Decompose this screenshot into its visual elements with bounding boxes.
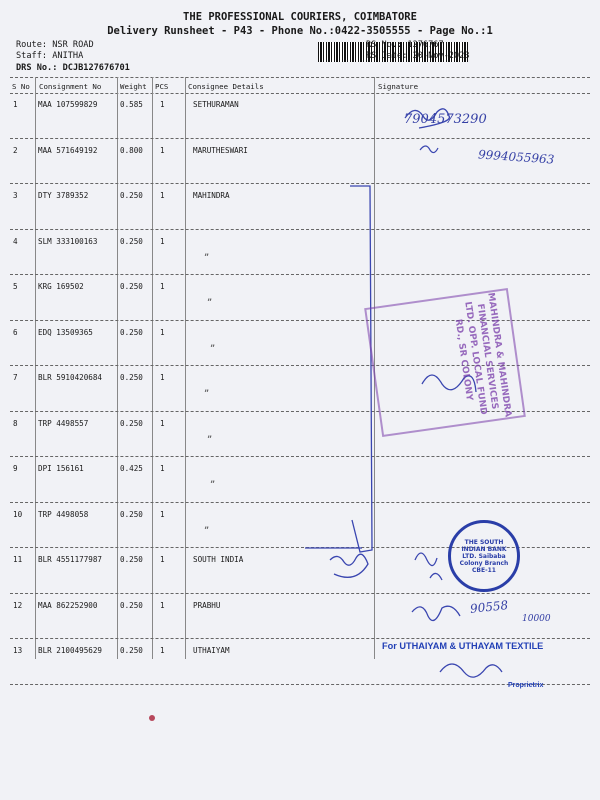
cell-pcs: 1	[160, 100, 165, 109]
cell-weight: 0.250	[120, 418, 143, 428]
cell-weight: 0.425	[120, 464, 143, 473]
rs-no-value: 1276767	[407, 40, 444, 50]
ditto-mark: ”	[204, 389, 210, 400]
signature-11b-mark	[415, 553, 442, 580]
cell-sno: 13	[13, 646, 23, 655]
ditto-mark: ”	[210, 480, 216, 491]
cell-sno: 3	[13, 191, 18, 200]
cell-consignment: TRP 4498058	[38, 509, 89, 519]
cell-pcs: 1	[160, 600, 165, 610]
cell-pcs: 1	[160, 646, 165, 655]
firm-stamp: For UTHAIYAM & UTHAYAM TEXTILE	[382, 641, 544, 651]
rs-no-label: RS No.:	[366, 40, 403, 50]
cell-sno: 9	[13, 464, 18, 473]
col-header-sno: S No	[12, 82, 30, 91]
col-header-signature: Signature	[378, 82, 419, 91]
cell-consignment: BLR 2100495629	[38, 646, 103, 655]
ditto-mark: ”	[210, 343, 216, 355]
signature-11-mark	[330, 554, 368, 577]
cell-sno: 2	[13, 145, 18, 155]
cell-sno: 10	[13, 509, 23, 519]
route-value: NSR ROAD	[52, 40, 94, 50]
col-header-consignment: Consignment No	[39, 82, 102, 91]
ditto-long-line	[350, 186, 372, 552]
staff-label: Staff:	[16, 51, 48, 61]
cell-sno: 6	[13, 327, 18, 337]
company-title: THE PROFESSIONAL COURIERS, COIMBATORE	[183, 11, 417, 23]
handwritten-number-3: 90558	[469, 598, 509, 616]
col-header-consignee: Consignee Details	[188, 82, 264, 91]
cell-sno: 5	[13, 282, 18, 291]
ditto-mark: ”	[207, 434, 213, 446]
cell-consignee: MARUTHESWARI	[193, 145, 248, 155]
cell-consignment: KRG 169502	[38, 282, 84, 291]
cell-consignee: MAHINDRA	[193, 191, 230, 200]
drs-value: DCJB127676701	[62, 63, 130, 73]
cell-weight: 0.250	[120, 373, 143, 382]
cell-pcs: 1	[160, 418, 165, 428]
route-label: Route:	[16, 40, 48, 50]
cell-consignee: PRABHU	[193, 600, 221, 610]
ditto-mark: ”	[207, 298, 213, 309]
cell-sno: 8	[13, 418, 18, 428]
cell-weight: 0.250	[120, 600, 143, 610]
signature-12-mark	[412, 606, 460, 620]
cell-sno: 11	[13, 555, 23, 564]
handwritten-phone-1: 7904573290	[404, 112, 487, 127]
cell-weight: 0.250	[120, 646, 143, 655]
ditto-mark: ”	[204, 252, 210, 264]
runsheet-subtitle: Delivery Runsheet - P43 - Phone No.:0422-3505555 - Page No.:1	[107, 25, 493, 37]
cell-sno: 12	[13, 600, 23, 610]
cell-consignment: DTY 3789352	[38, 191, 89, 200]
staff-value: ANITHA	[52, 51, 84, 61]
cell-weight: 0.250	[120, 191, 143, 200]
cell-consignment: SLM 333100163	[38, 236, 98, 246]
signature-2-mark	[420, 146, 438, 153]
handwritten-phone-2: 9994055963	[477, 147, 555, 167]
cell-consignment: MAA 571649192	[38, 145, 98, 155]
rs-date-label: RS Date:	[366, 51, 408, 61]
cell-weight: 0.250	[120, 509, 143, 519]
drs-label: DRS No.:	[16, 63, 58, 73]
cell-pcs: 1	[160, 236, 165, 246]
cell-pcs: 1	[160, 555, 165, 564]
mahindra-stamp: MAHINDRA & MAHINDRA FINANCIAL SERVICES LTD. OPP. LOCAL FUND RD., SR COLONY	[364, 288, 526, 437]
cell-pcs: 1	[160, 327, 165, 337]
cell-sno: 7	[13, 373, 18, 382]
cell-consignment: MAA 107599829	[38, 100, 98, 109]
signature-13-mark	[440, 664, 502, 677]
cell-consignment: MAA 862252900	[38, 600, 98, 610]
cell-sno: 1	[13, 100, 18, 109]
cell-consignee: SOUTH INDIA	[193, 555, 244, 564]
col-header-weight: Weight	[120, 82, 147, 91]
cell-pcs: 1	[160, 464, 165, 473]
cell-consignment: EDQ 13509365	[38, 327, 93, 337]
ditto-mark: ”	[204, 525, 210, 537]
handwritten-number-4: 10000	[522, 614, 551, 624]
cell-weight: 0.250	[120, 282, 143, 291]
cell-weight: 0.250	[120, 327, 143, 337]
cell-sno: 4	[13, 236, 18, 246]
cell-weight: 0.800	[120, 145, 143, 155]
cell-pcs: 1	[160, 145, 165, 155]
cell-pcs: 1	[160, 282, 165, 291]
cell-consignment: TRP 4498557	[38, 418, 89, 428]
cell-pcs: 1	[160, 191, 165, 200]
cell-consignment: BLR 5910420684	[38, 373, 103, 382]
bank-seal: THE SOUTH INDIAN BANK LTD. Saibaba Colony Branch CBE-11	[448, 520, 520, 592]
proprietrix-label: Proprietrix	[508, 682, 544, 689]
cell-weight: 0.250	[120, 236, 143, 246]
cell-consignee: SETHURAMAN	[193, 100, 239, 109]
rs-date-value: 20-Nov-2023	[412, 51, 470, 61]
cell-consignee: UTHAIYAM	[193, 646, 230, 655]
cell-weight: 0.585	[120, 100, 143, 109]
cell-pcs: 1	[160, 373, 165, 382]
cell-consignment: DPI 156161	[38, 464, 84, 473]
red-ink-spot	[149, 715, 155, 721]
cell-weight: 0.250	[120, 555, 143, 564]
col-header-pcs: PCS	[155, 82, 169, 91]
cell-pcs: 1	[160, 509, 165, 519]
cell-consignment: BLR 4551177987	[38, 555, 103, 564]
